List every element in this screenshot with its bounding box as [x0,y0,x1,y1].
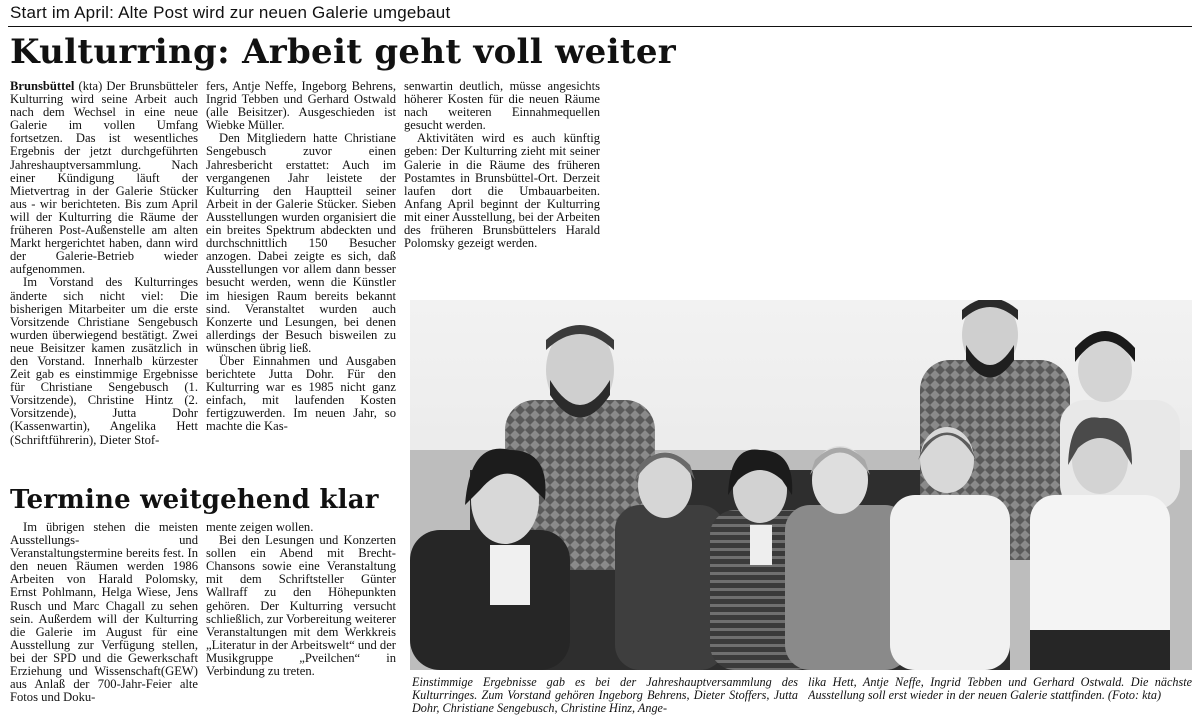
photo-caption-right: lika Hett, Antje Neffe, Ingrid Tebben und Gerhard Ostwald. Die nächste Ausstellung soll erst wieder in der neuen Galerie stattfinden. (Foto: kta) [808,676,1192,703]
kicker-divider [8,26,1192,27]
article-column-1 [10,80,198,468]
lead-paragraph [10,80,198,276]
group-photo-illustration [410,300,1192,670]
section-subhead: Termine weitgehend klar [10,485,379,515]
paragraph-text: fers, Antje Neffe, Ingeborg Behrens, Ingrid Tebben und Gerhard Ostwald (alle Beisitzer). Ausgeschieden ist Wiebke Müller. [206,80,396,133]
paragraph-text: mente zeigen wollen. [206,521,314,534]
dateline: Brunsbüttel [10,80,75,93]
group-photo [410,300,1192,670]
paragraph-text: (kta) Der Brunsbütteler Kulturring wird seine Arbeit auch nach dem Wechsel in eine neue Galerie im vollen Umfang fortsetzen. Das ist wesentliches Ergebnis der jetzt durchgeführten Jahreshauptversammlung. Nach einer Kündigung läuft der Mietvertrag in der Galerie Stücker aus - wir berichteten. Bis zum April will der Kulturring die Räume der früheren Post-Außenstelle am alten Markt hergerichtet haben, dann wird der Galerie-Betrieb wieder aufgenommen. [10,80,198,277]
paragraph-text: Den Mitgliedern hatte Christiane Sengebusch zuvor einen Jahresbericht erstattet: Auch im vergangenen Jahr leistete der Kulturring den Hauptteil seiner Arbeit in der Galerie Stücker. Sieben Ausstellungen wurden organisiert die ein breites Spektrum abdeckten und durchschnittlich 150 Besucher anzogen. Dabei zeigte es sich, daß Ausstellungen vor allem dann besser besucht werden, wenn die Künstler im hiesigen Raum bereits bekannt sind. Veranstaltet wurden auch Konzerte und Lesungen, bei denen allerdings der Besuch bisweilen zu wünschen übrig ließ. [206,131,396,355]
paragraph-text: Im übrigen stehen die meisten Ausstellungs- und Veranstaltungstermine bereits fest. In den neuen Räumen werden 1986 Arbeiten von Harald Polomsky, Ernst Pohlmann, Helga Wiese, Jens Rusch und Marc Chagall zu sehen sein. Außerdem will der Kulturring die Galerie im August für eine Ausstellung zur Verfügung stellen, bei der SPD und die Gewerkschaft Erziehung und Wissenschaft(GEW) aus Anlaß der 700-Jahr-Feier alte Fotos und Doku- [10,521,198,705]
paragraph-text: Bei den Lesungen und Konzerten sollen ein Abend mit Brecht-Chansons sowie eine Veranstaltung mit dem Schriftsteller Günter Wallraff zu den Höhepunkten gehören. Der Kulturring versucht schließlich, zur Vorbereitung weiterer Veranstaltungen mit dem Werkkreis „Literatur in der Arbeitswelt“ und der Musikgruppe „Pveilchen“ in Verbindung zu treten. [206,533,396,679]
subsection-column-2 [206,521,396,719]
article-kicker: Start im April: Alte Post wird zur neuen Galerie umgebaut [10,3,451,22]
paragraph-text: Aktivitäten wird es auch künftig geben: Der Kulturring zieht mit seiner Galerie in die Räume des früheren Postamtes in Brunsbüttel-Ort. Derzeit laufen dort die Umbauarbeiten. Anfang April beginnt der Kulturring mit einer Ausstellung, bei der Arbeiten des früheren Brunsbüttelers Harald Polomsky gezeigt werden. [404,131,600,251]
article-column-3 [404,80,600,300]
subsection-column-1 [10,521,198,719]
paragraph-text: Im Vorstand des Kulturringes änderte sich nicht viel: Die bisherigen Mitarbeiter um die erste Vorsitzende Christiane Sengebusch wurden überwiegend bestätigt. Zwei neue Beisitzer kamen zusätzlich in den Vorstand. Innerhalb kürzester Zeit gab es einstimmige Ergebnisse für Christiane Sengebusch (1. Vorsitzende), Christine Hintz (2. Vorsitzende), Jutta Dohr (Kassenwartin), Angelika Hett (Schriftführerin), Dieter Stof- [10,275,198,447]
paragraph-text: senwartin deutlich, müsse angesichts höherer Kosten für die neuen Räume nach weiteren Einnahmequellen gesucht werden. [404,80,600,133]
article-headline: Kulturring: Arbeit geht voll weiter [10,32,676,72]
article-column-2 [206,80,396,468]
photo-caption-left: Einstimmige Ergebnisse gab es bei der Jahreshauptversammlung des Kulturringes. Zum Vorstand gehören Ingeborg Behrens, Dieter Stoffers, Jutta Dohr, Christiane Sengebusch, Christine Hinz, Ange- [412,676,798,716]
paragraph-text: Über Einnahmen und Ausgaben berichtete Jutta Dohr. Für den Kulturring war es 1985 nicht ganz einfach, mit laufenden Kosten fertigzuwerden. Im neuen Jahr, so machte die Kas- [206,353,396,434]
